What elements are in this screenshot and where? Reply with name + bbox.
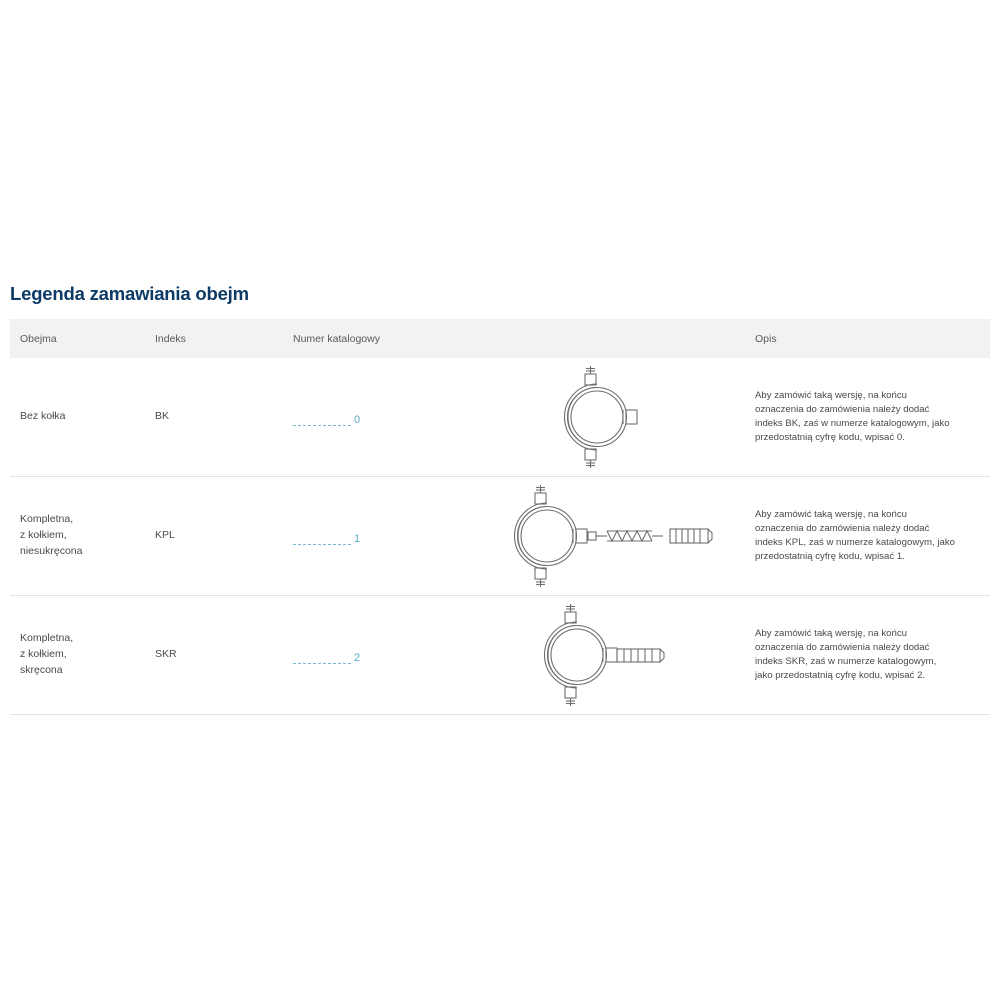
cell-indeks: KPL <box>155 529 175 542</box>
cell-obejma-line: Kompletna, <box>20 513 74 526</box>
catalog-number-digit: 1 <box>354 533 361 545</box>
cell-obejma-line: niesukręcona <box>20 544 83 557</box>
cell-opis <box>740 508 990 564</box>
column-header-opis: Opis <box>755 332 777 345</box>
clamp-with-assembled-plug-icon <box>525 600 685 710</box>
table-header-row <box>10 319 990 358</box>
cell-obejma-line: Kompletna, <box>20 632 74 645</box>
table-row <box>10 477 990 596</box>
cell-numer-katalogowy <box>290 408 470 426</box>
catalog-number-digit: 0 <box>354 414 361 426</box>
catalog-number-dashes <box>293 415 351 426</box>
cell-opis <box>740 627 990 683</box>
cell-numer-katalogowy <box>290 527 470 545</box>
cell-indeks: SKR <box>155 648 177 661</box>
catalog-number-dashes <box>293 534 351 545</box>
cell-image <box>470 481 740 591</box>
page-title: Legenda zamawiania obejm <box>10 283 249 304</box>
cell-obejma-line: z kołkiem, <box>20 529 67 542</box>
catalog-number-digit: 2 <box>354 652 361 664</box>
legend-table <box>10 319 990 715</box>
column-header-obejma: Obejma <box>20 332 57 345</box>
description-text: Aby zamówić taką wersję, na końcu oznaczenia do zamówienia należy dodać indeks KPL, zaś w numerze katalogowym, jako przedostatnią cyfrę kodu, wpisać 1. <box>755 509 955 562</box>
cell-obejma-line: skręcona <box>20 663 63 676</box>
cell-obejma: Bez kołka <box>20 410 66 423</box>
cell-image <box>470 600 740 710</box>
description-text: Aby zamówić taką wersję, na końcu oznaczenia do zamówienia należy dodać indeks SKR, zaś w numerze katalogowym, jako przedostatnią cyfrę kodu, wpisać 2. <box>755 628 937 681</box>
cell-numer-katalogowy <box>290 646 470 664</box>
description-text: Aby zamówić taką wersję, na końcu oznaczenia do zamówienia należy dodać indeks BK, zaś w numerze katalogowym, jako przedostatnią cyfrę kodu, wpisać 0. <box>755 390 950 443</box>
column-header-indeks: Indeks <box>155 332 186 345</box>
cell-indeks: BK <box>155 410 170 423</box>
column-header-numer-katalogowy: Numer katalogowy <box>293 332 380 345</box>
catalog-number-dashes <box>293 653 351 664</box>
cell-obejma <box>10 631 150 678</box>
cell-obejma-line: z kołkiem, <box>20 648 67 661</box>
cell-opis <box>740 389 990 445</box>
table-row <box>10 596 990 715</box>
cell-image <box>470 362 740 472</box>
table-row <box>10 358 990 477</box>
clamp-with-loose-screw-and-plug-icon <box>495 481 715 591</box>
clamp-only-icon <box>545 362 665 472</box>
cell-obejma <box>10 512 150 559</box>
